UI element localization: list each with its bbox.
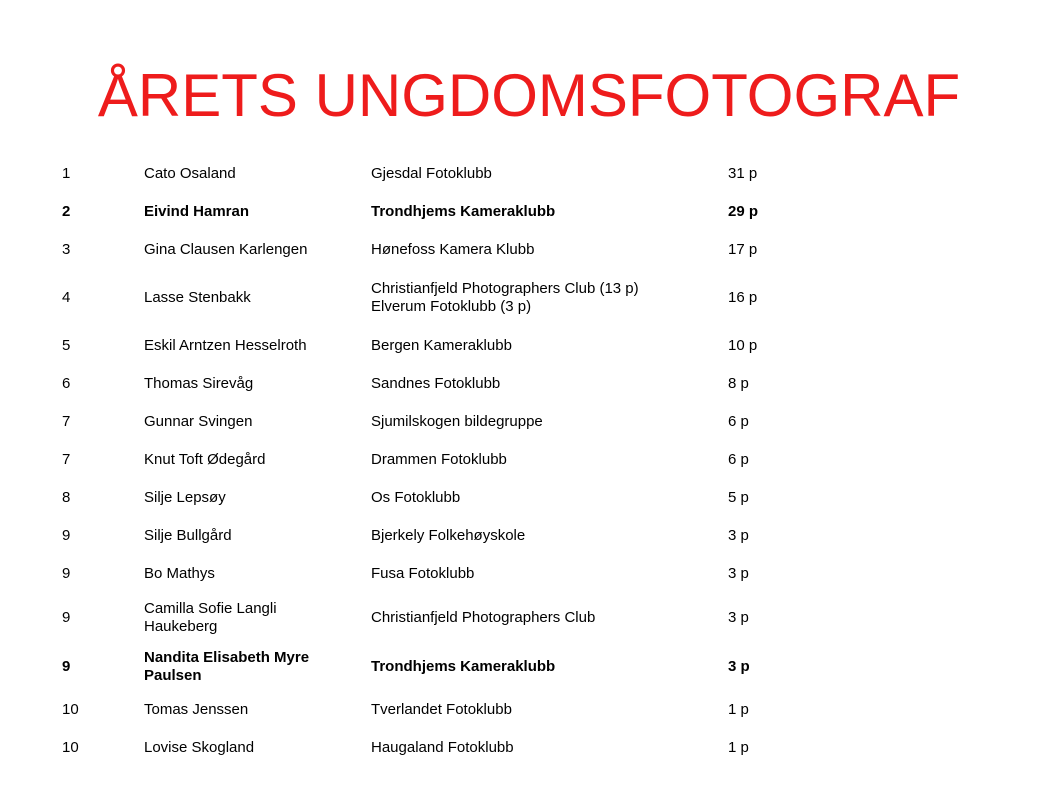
table-row [57,691,828,729]
club-line: Drammen Fotoklubb [371,451,507,468]
table-row [57,231,828,269]
table-row [57,479,828,517]
club-cell [371,365,728,403]
club-line: Sandnes Fotoklubb [371,375,501,392]
name-line: Cato Osaland [144,165,236,182]
name-line: Paulsen [144,666,202,684]
table-row [57,729,828,767]
name-cell [144,441,371,479]
club-cell [371,729,728,767]
rank-cell: 9 [62,565,71,582]
rank-cell: 10 [62,701,79,718]
rank-cell: 7 [62,451,71,468]
name-line: Silje Bullgård [144,527,232,544]
table-row [57,642,828,691]
name-line: Thomas Sirevåg [144,375,254,392]
points-cell: 6 p [728,413,749,430]
results-table-body [57,155,828,767]
club-line: Sjumilskogen bildegruppe [371,413,543,430]
name-cell [144,231,371,269]
rank-cell: 3 [62,241,71,258]
club-line: Hønefoss Kamera Klubb [371,241,535,258]
club-cell [371,642,728,691]
table-row [57,403,828,441]
name-line: Knut Toft Ødegård [144,451,266,468]
rank-cell: 8 [62,489,71,506]
points-cell: 31 p [728,165,758,182]
table-row [57,365,828,403]
club-cell [371,269,728,327]
name-line: Tomas Jenssen [144,701,249,718]
table-row [57,593,828,642]
club-cell [371,231,728,269]
points-cell: 16 p [728,289,758,306]
name-cell [144,269,371,327]
club-line: Christianfjeld Photographers Club [371,608,596,626]
table-row [57,555,828,593]
name-line: Lasse Stenbakk [144,289,251,306]
club-line: Tverlandet Fotoklubb [371,701,512,718]
rank-cell: 5 [62,337,71,354]
club-line: Bjerkely Folkehøyskole [371,527,526,544]
name-line: Gina Clausen Karlengen [144,241,308,258]
name-line: Camilla Sofie Langli [144,599,277,617]
name-cell [144,403,371,441]
name-cell [144,729,371,767]
name-cell [144,479,371,517]
rank-cell: 2 [62,203,71,220]
points-cell: 10 p [728,337,758,354]
name-line: Lovise Skogland [144,739,255,756]
name-cell [144,327,371,365]
club-cell [371,403,728,441]
club-line: Elverum Fotoklubb (3 p) [371,298,532,315]
club-line: Gjesdal Fotoklubb [371,165,492,182]
name-cell [144,193,371,231]
rank-cell: 4 [62,289,71,306]
name-cell [144,691,371,729]
name-cell [144,365,371,403]
club-cell [371,193,728,231]
club-cell [371,555,728,593]
name-line: Gunnar Svingen [144,413,253,430]
club-line: Christianfjeld Photographers Club (13 p) [371,280,639,297]
name-line: Silje Lepsøy [144,489,226,506]
club-cell [371,691,728,729]
club-line: Bergen Kameraklubb [371,337,512,354]
name-line: Nandita Elisabeth Myre [144,648,310,666]
name-cell [144,155,371,193]
rank-cell: 10 [62,739,79,756]
table-row [57,269,828,327]
table-row [57,517,828,555]
name-cell [144,642,371,691]
table-row [57,441,828,479]
points-cell: 3 p [728,527,749,544]
points-cell: 1 p [728,701,749,718]
points-cell: 3 p [728,608,749,626]
table-row [57,193,828,231]
name-cell [144,517,371,555]
club-cell [371,479,728,517]
points-cell: 29 p [728,203,759,220]
club-line: Trondhjems Kameraklubb [371,657,556,675]
rank-cell: 9 [62,608,71,626]
club-line: Fusa Fotoklubb [371,565,475,582]
rank-cell: 1 [62,165,71,182]
points-cell: 3 p [728,657,750,675]
club-cell [371,155,728,193]
points-cell: 3 p [728,565,749,582]
rank-cell: 9 [62,657,71,675]
name-line: Eskil Arntzen Hesselroth [144,337,307,354]
club-cell [371,593,728,642]
name-line: Eivind Hamran [144,203,250,220]
points-cell: 5 p [728,489,749,506]
points-cell: 17 p [728,241,758,258]
name-cell [144,593,371,642]
table-row [57,327,828,365]
rank-cell: 7 [62,413,71,430]
club-line: Os Fotoklubb [371,489,461,506]
table-row [57,155,828,193]
points-cell: 8 p [728,375,749,392]
results-table [57,155,828,767]
rank-cell: 6 [62,375,71,392]
name-line: Bo Mathys [144,565,215,582]
name-line: Haukeberg [144,617,218,635]
club-line: Trondhjems Kameraklubb [371,203,556,220]
club-line: Haugaland Fotoklubb [371,739,514,756]
page-title: ÅRETS UNGDOMSFOTOGRAF [97,62,961,129]
points-cell: 6 p [728,451,749,468]
club-cell [371,327,728,365]
name-cell [144,555,371,593]
club-cell [371,517,728,555]
club-cell [371,441,728,479]
points-cell: 1 p [728,739,749,756]
rank-cell: 9 [62,527,71,544]
